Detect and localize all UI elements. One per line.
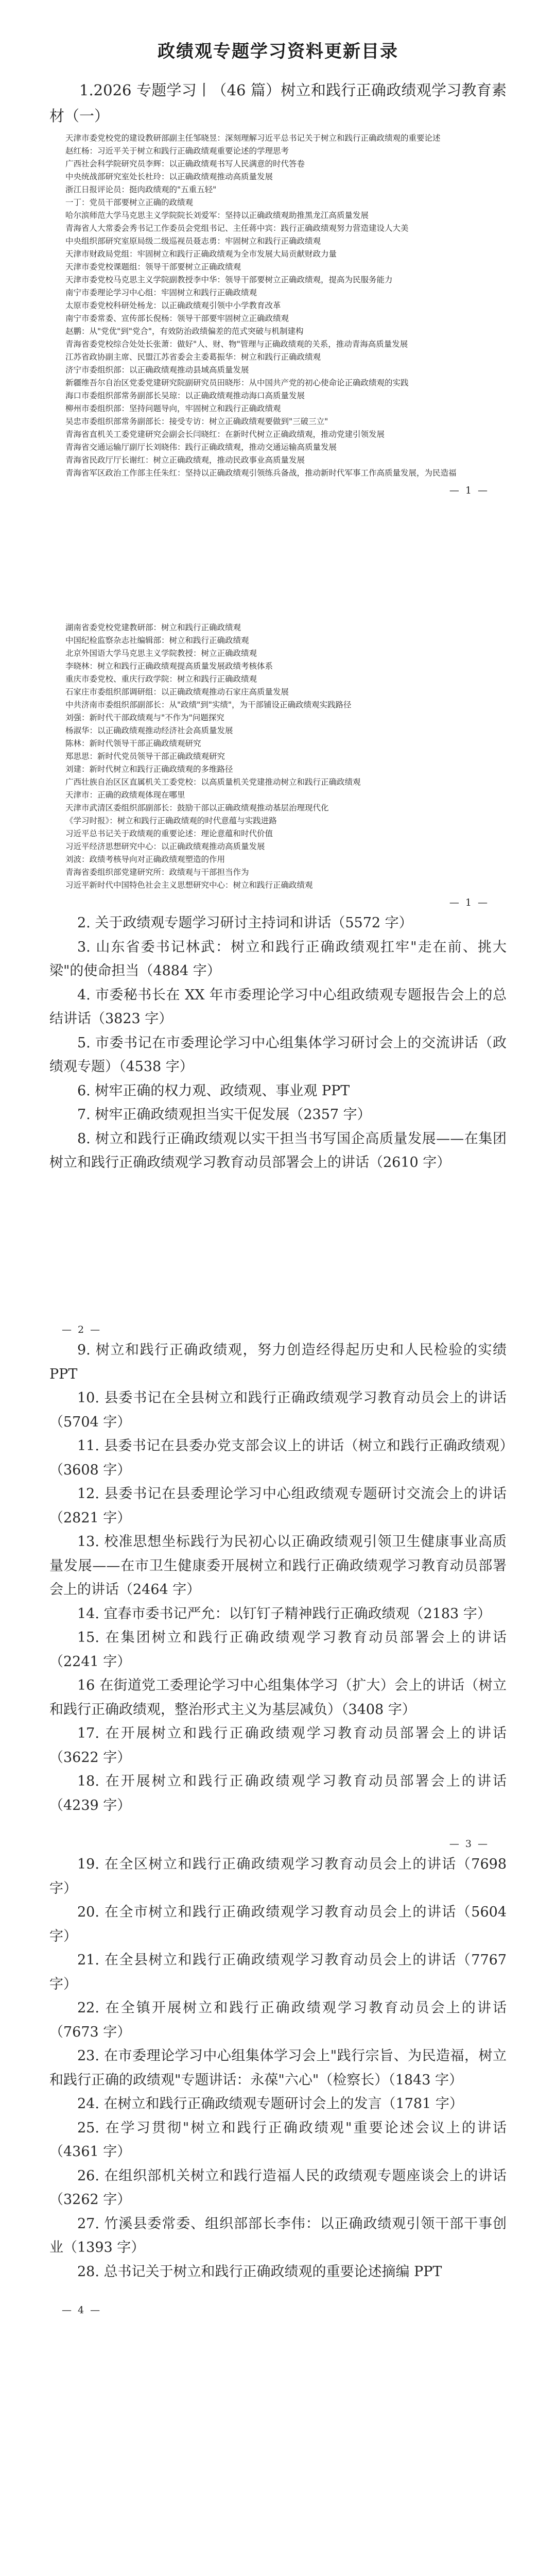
catalog-item: 17. 在开展树立和践行正确政绩观学习教育动员部署会上的讲话（3622 字） xyxy=(49,1725,507,1766)
list-item: 青海省直机关工委党建研究会副会长闫晓红：在新时代树立正确政绩观，推动党建引领发展 xyxy=(65,430,385,439)
list-item: 赵红杨：习近平关于树立和践行正确政绩观重要论述的学理思考 xyxy=(65,146,289,156)
list-item: 天津市委党校课题组：领导干部要树立正确政绩观 xyxy=(65,262,241,272)
list-item: 习近平新时代中国特色社会主义思想研究中心：树立和践行正确政绩观 xyxy=(65,880,313,890)
list-item: 青海省委党校综合处处长张萧：做好"人、财、物"管理与正确政绩观的关系，推动青海高质量发展 xyxy=(65,340,408,349)
list-item: 哈尔滨师范大学马克思主义学院院长刘爱军：坚持以正确政绩观助推黑龙江高质量发展 xyxy=(65,211,369,220)
item-1-heading: 1.2026 专题学习丨（46 篇）树立和践行正确政绩观学习教育素材（一） xyxy=(49,81,507,125)
catalog-item: 7. 树牢正确政绩观担当实干促发展（2357 字） xyxy=(77,1107,371,1123)
catalog-item: 12. 县委书记在县委理论学习中心组政绩观专题研讨交流会上的讲话（2821 字） xyxy=(49,1486,507,1526)
page-2 xyxy=(0,618,556,1175)
list-item: 青海省交通运输厅副厅长刘晓伟：践行正确政绩观，推动交通运输高质量发展 xyxy=(65,443,337,452)
catalog-item: 26. 在组织部机关树立和践行造福人民的政绩观专题座谈会上的讲话（3262 字） xyxy=(49,2167,507,2208)
catalog-item: 2. 关于政绩观专题学习研讨主持词和讲话（5572 字） xyxy=(77,915,413,931)
catalog-item: 28. 总书记关于树立和践行正确政绩观的重要论述摘编 PPT xyxy=(77,2263,442,2280)
material-list xyxy=(49,132,507,480)
list-item: 一丁：党员干部要树立正确的政绩观 xyxy=(65,198,194,207)
list-item: 天津市：正确的政绩观体现在哪里 xyxy=(65,790,185,800)
catalog-item: 11. 县委书记在县委办党支部会议上的讲话（树立和践行正确政绩观）（3608 字） xyxy=(49,1438,507,1478)
list-item: 新疆维吾尔自治区党委党建研究院副研究员田晓彤：从中国共产党的初心使命论正确政绩观的实践 xyxy=(65,378,409,387)
catalog-item: 8. 树立和践行正确政绩观以实干担当书写国企高质量发展——在集团树立和践行正确政绩观学习教育动员部署会上的讲话（2610 字） xyxy=(49,1130,507,1171)
catalog-item: 4. 市委秘书长在 XX 年市委理论学习中心组政绩观专题报告会上的总结讲话（3823 字） xyxy=(49,987,507,1027)
list-item: 浙江日报评论员：挺肉政绩观的"五重五轻" xyxy=(65,185,217,194)
page-3 xyxy=(0,1319,556,2319)
list-item: 青海省军区政治工作部主任朱红：坚持以正确政绩观引领练兵备战，推动新时代军事工作高质量发展，为民造福 xyxy=(65,468,457,478)
catalog-item: 18. 在开展树立和践行正确政绩观学习教育动员部署会上的讲话（4239 字） xyxy=(49,1773,507,1814)
catalog-item: 15. 在集团树立和践行正确政绩观学习教育动员部署会上的讲话（2241 字） xyxy=(49,1630,507,1670)
list-item: 湖南省委党校党建教研部：树立和践行正确政绩观 xyxy=(65,623,241,632)
list-item: 赵鹏：从"党优"到"党合"，有效防治政绩偏差的范式突破与机制建构 xyxy=(65,327,304,336)
list-item: 天津市委党校党的建设教研部副主任邹晓昱：深刻理解习近平总书记关于树立和践行正确政绩观的重要论述 xyxy=(65,133,441,143)
catalog-item: 6. 树牢正确的权力观、政绩观、事业观 PPT xyxy=(77,1082,350,1099)
list-item: 青海省委组织部党建研究所：政绩观与干部担当作为 xyxy=(65,868,249,877)
list-item: 中共济南市委组织部副部长：从"政绩"到"实绩"，为干部铺设正确政绩观实践路径 xyxy=(65,700,352,709)
catalog-item: 3. 山东省委书记林武：树立和践行正确政绩观扛牢"走在前、挑大梁"的使命担当（4884 字） xyxy=(49,939,507,979)
list-item: 《学习时报》：树立和践行正确政绩观的时代意蕴与实践进路 xyxy=(65,816,277,825)
catalog-list xyxy=(49,1338,507,1818)
list-item: 郑思思：新时代党员领导干部正确政绩观研究 xyxy=(65,752,225,761)
list-item: 江苏省政协副主席、民盟江苏省委会主委葛振华：树立和践行正确政绩观 xyxy=(65,352,321,362)
list-item: 天津市武清区委组织部副部长：鼓励干部以正确政绩观推动基层治理现代化 xyxy=(65,803,329,812)
material-list-continued xyxy=(49,621,507,892)
document-title: 政绩观专题学习资料更新目录 xyxy=(158,41,398,62)
catalog-item: 9. 树立和践行正确政绩观，努力创造经得起历史和人民检验的实绩 PPT xyxy=(49,1342,507,1382)
list-item: 柳州市委组织部：坚持问题导向，牢固树立和践行正确政绩观 xyxy=(65,404,281,413)
list-item: 太原市委党校科研处杨龙：以正确政绩观引领中小学教育改革 xyxy=(65,301,281,310)
page-number: — 3 — xyxy=(449,1838,489,1850)
list-item: 中国纪检监察杂志社编辑部：树立和践行正确政绩观 xyxy=(65,636,249,645)
page-number: — 1 — xyxy=(449,485,489,496)
catalog-item: 22. 在全镇开展树立和践行正确政绩观学习教育动员会上的讲话（7673 字） xyxy=(49,2000,507,2040)
list-item: 天津市财政局党组：牢固树立和践行正确政绩观为全市发展大局贡献财政力量 xyxy=(65,249,337,259)
page-1 xyxy=(0,77,556,499)
list-item: 刘建：新时代树立和践行正确政绩观的多维路径 xyxy=(65,765,233,774)
list-item: 北京外国语大学马克思主义学院教授：树立正确政绩观 xyxy=(65,649,257,658)
list-item: 广西社会科学院研究员李辉：以正确政绩观书写人民满意的时代答卷 xyxy=(65,159,305,168)
list-item: 吴忠市委组织部常务副部长：接受专访：树立正确政绩观要做到"三破三立" xyxy=(65,417,328,426)
list-item: 刘强：新时代干部政绩观与"不作为"问题探究 xyxy=(65,713,224,722)
list-item: 青海省民政厅厅长谢红：树立正确政绩观，推动民政事业高质量发展 xyxy=(65,455,305,465)
list-item: 青海省人大常委会秀书记工作委员会党组书记、主任蒋中宾：践行正确政绩观努力营造建设人大美 xyxy=(65,224,409,233)
catalog-list xyxy=(49,1853,507,2284)
list-item: 中央统战部研究室处长杜玲：以正确政绩观推动高质量发展 xyxy=(65,172,273,181)
list-item: 刘波：政绩考核导向对正确政绩观塑造的作用 xyxy=(65,855,225,864)
list-item: 杨淑华：以正确政绩观推动经济社会高质量发展 xyxy=(65,726,233,735)
list-item: 济宁市委组织部：以正确政绩观推动县域高质量发展 xyxy=(65,365,249,375)
list-item: 中央组织部研究室原局级二级巡视员聂志勇：牢固树立和践行正确政绩观 xyxy=(65,236,321,246)
catalog-item: 23. 在市委理论学习中心组集体学习会上"践行宗旨、为民造福，树立和践行正确的政绩观"专题讲话：永葆"六心"（检察长）（1843 字） xyxy=(49,2048,507,2088)
list-item: 陈林：新时代领导干部正确政绩观研究 xyxy=(65,739,201,748)
list-item: 习近平经济思想研究中心：以正确政绩观推动高质量发展 xyxy=(65,842,265,851)
catalog-item: 27. 竹溪县委常委、组织部部长李伟：以正确政绩观引领干部干事创业（1393 字） xyxy=(49,2215,507,2256)
list-item: 李晓林：树立和践行正确政绩观提高质量发展政绩考核体系 xyxy=(65,662,273,671)
list-item: 习近平总书记关于政绩观的重要论述：理论意蕴和时代价值 xyxy=(65,829,273,838)
list-item: 广西壮族自治区区直属机关工委党校：以高质量机关党建推动树立和践行正确政绩观 xyxy=(65,777,361,787)
list-item: 重庆市委党校、重庆行政学院：树立和践行正确政绩观 xyxy=(65,674,257,684)
catalog-item: 19. 在全区树立和践行正确政绩观学习教育动员会上的讲话（7698 字） xyxy=(49,1856,507,1896)
catalog-list xyxy=(49,911,507,1175)
catalog-item: 16 在街道党工委理论学习中心组集体学习（扩大）会上的讲话（树立和践行正确政绩观，整治形式主义为基层减负）（3408 字） xyxy=(49,1677,507,1718)
list-item: 南宁市委理论学习中心组：牢固树立和践行正确政绩观 xyxy=(65,288,257,297)
page-number: — 1 — xyxy=(449,897,489,908)
list-item: 南宁市委常委、宣传部长倪杨：领导干部要牢固树立正确政绩观 xyxy=(65,314,289,323)
catalog-item: 14. 宜春市委书记严允：以钉钉子精神践行正确政绩观（2183 字） xyxy=(77,1605,491,1622)
list-item: 天津市委党校马克思主义学院副教授李中华：领导干部要树立正确政绩观，提高为民服务能力 xyxy=(65,275,393,284)
catalog-item: 13. 校准思想坐标践行为民初心以正确政绩观引领卫生健康事业高质量发展——在市卫生健康委开展树立和践行正确政绩观学习教育动员部署会上的讲话（2464 字） xyxy=(49,1534,507,1598)
catalog-item: 21. 在全县树立和践行正确政绩观学习教育动员会上的讲话（7767 字） xyxy=(49,1952,507,1992)
list-item: 石家庄市委组织部调研组：以正确政绩观推动石家庄高质量发展 xyxy=(65,687,289,697)
page-number: — 4 — xyxy=(62,2304,102,2316)
catalog-item: 25. 在学习贯彻"树立和践行正确政绩观"重要论述会议上的讲话（4361 字） xyxy=(49,2120,507,2160)
list-item: 海口市委组织部常务副部长吴琼：以正确政绩观推动海口高质量发展 xyxy=(65,391,305,400)
catalog-item: 5. 市委书记在市委理论学习中心组集体学习研讨会上的交流讲话（政绩观专题）（4538 字） xyxy=(49,1035,507,1075)
catalog-item: 24. 在树立和践行正确政绩观专题研讨会上的发言（1781 字） xyxy=(77,2096,463,2112)
page-number: — 2 — xyxy=(62,1324,102,1335)
catalog-item: 20. 在全市树立和践行正确政绩观学习教育动员会上的讲话（5604 字） xyxy=(49,1904,507,1944)
catalog-item: 10. 县委书记在全县树立和践行正确政绩观学习教育动员会上的讲话（5704 字） xyxy=(49,1390,507,1430)
